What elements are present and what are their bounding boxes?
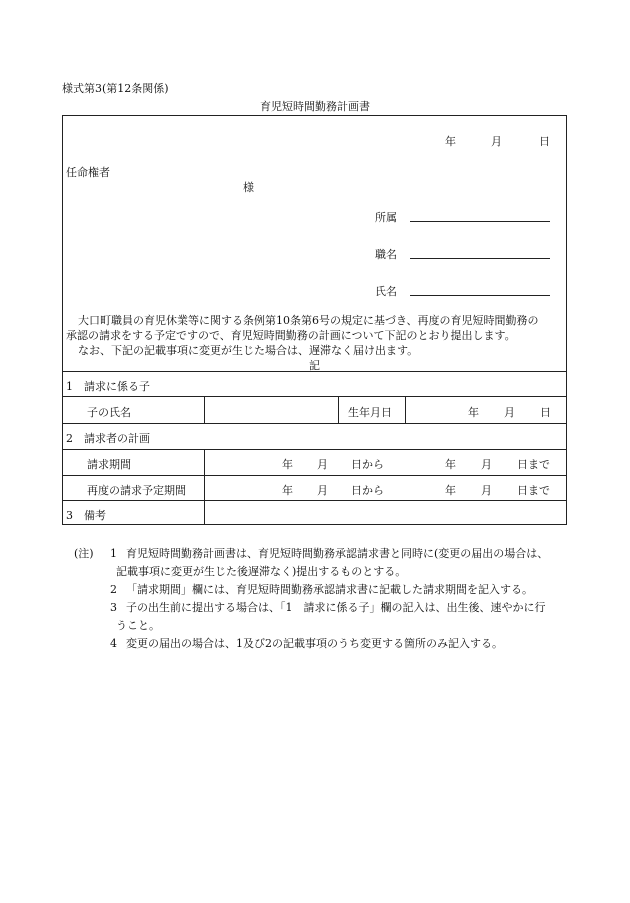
position-field[interactable] bbox=[410, 258, 550, 259]
body-line-2: 承認の請求をする予定ですので、育児短時間勤務の計画について下記のとおり提出します。 bbox=[66, 329, 516, 342]
period-start-month: 月 bbox=[317, 458, 328, 471]
remarks-field[interactable] bbox=[208, 501, 564, 524]
affiliation-field[interactable] bbox=[410, 221, 550, 222]
affiliation-label: 所属 bbox=[375, 211, 397, 224]
planned-end-month: 月 bbox=[481, 484, 492, 497]
period-end-year: 年 bbox=[445, 458, 456, 471]
period-end-day: 日まで bbox=[517, 458, 550, 471]
birth-year: 年 bbox=[468, 406, 479, 419]
table-col-rule bbox=[204, 396, 205, 423]
birth-day: 日 bbox=[540, 406, 551, 419]
notes-label: (注) bbox=[74, 547, 94, 560]
table-rule bbox=[63, 423, 566, 424]
period-end-month: 月 bbox=[481, 458, 492, 471]
form-box bbox=[62, 115, 567, 525]
date-day: 日 bbox=[539, 135, 550, 148]
name-label: 氏名 bbox=[375, 285, 397, 298]
note-4-number: 4 bbox=[110, 637, 117, 650]
planned-end-day: 日まで bbox=[517, 484, 550, 497]
section-1-heading: 1 請求に係る子 bbox=[66, 380, 150, 393]
table-top-rule bbox=[63, 371, 566, 372]
form-number: 様式第3(第12条関係) bbox=[62, 82, 169, 95]
note-3-line-2: うこと。 bbox=[116, 619, 160, 632]
body-line-1: 大口町職員の育児休業等に関する条例第10条第6号の規定に基づき、再度の育児短時間勤務の bbox=[78, 314, 539, 327]
planned-start-year: 年 bbox=[282, 484, 293, 497]
date-month: 月 bbox=[491, 135, 502, 148]
table-col-rule bbox=[338, 396, 339, 423]
position-label: 職名 bbox=[375, 248, 397, 261]
note-1-line-1: 育児短時間勤務計画書は、育児短時間勤務承認請求書と同時に(変更の届出の場合は、 bbox=[126, 547, 549, 560]
child-name-field[interactable] bbox=[208, 397, 336, 422]
note-1-number: 1 bbox=[110, 547, 117, 560]
planned-period-label: 再度の請求予定期間 bbox=[87, 484, 186, 497]
planned-end-year: 年 bbox=[445, 484, 456, 497]
birth-month: 月 bbox=[504, 406, 515, 419]
note-3-line-1: 子の出生前に提出する場合は、「1 請求に係る子」欄の記入は、出生後、速やかに行 bbox=[126, 601, 546, 614]
birthdate-label: 生年月日 bbox=[348, 406, 392, 419]
section-2-heading: 2 請求者の計画 bbox=[66, 432, 150, 445]
name-field[interactable] bbox=[410, 295, 550, 296]
notes bbox=[62, 545, 567, 653]
table-col-rule bbox=[204, 449, 205, 525]
body-line-3: なお、下記の記載事項に変更が生じた場合は、遅滞なく届け出ます。 bbox=[78, 344, 419, 357]
note-1-line-2: 記載事項に変更が生じた後遅滞なく)提出するものとする。 bbox=[116, 565, 407, 578]
period-label: 請求期間 bbox=[87, 458, 131, 471]
planned-start-month: 月 bbox=[317, 484, 328, 497]
ki-marker: 記 bbox=[309, 359, 320, 372]
period-start-year: 年 bbox=[282, 458, 293, 471]
child-name-label: 子の氏名 bbox=[87, 406, 131, 419]
honorific: 様 bbox=[243, 181, 254, 194]
note-2-line-1: 「請求期間」欄には、育児短時間勤務承認請求書に記載した請求期間を記入する。 bbox=[126, 583, 533, 596]
note-2-number: 2 bbox=[110, 583, 117, 596]
table-rule bbox=[63, 449, 566, 450]
table-rule bbox=[63, 475, 566, 476]
period-start-day: 日から bbox=[351, 458, 384, 471]
note-4-line-1: 変更の届出の場合は、1及び2の記載事項のうち変更する箇所のみ記入する。 bbox=[126, 637, 503, 650]
table-col-rule bbox=[405, 396, 406, 423]
form-title: 育児短時間勤務計画書 bbox=[260, 100, 370, 113]
section-3-heading: 3 備考 bbox=[66, 509, 106, 522]
planned-start-day: 日から bbox=[351, 484, 384, 497]
note-3-number: 3 bbox=[110, 601, 117, 614]
date-year: 年 bbox=[445, 135, 456, 148]
addressee: 任命権者 bbox=[66, 166, 110, 179]
